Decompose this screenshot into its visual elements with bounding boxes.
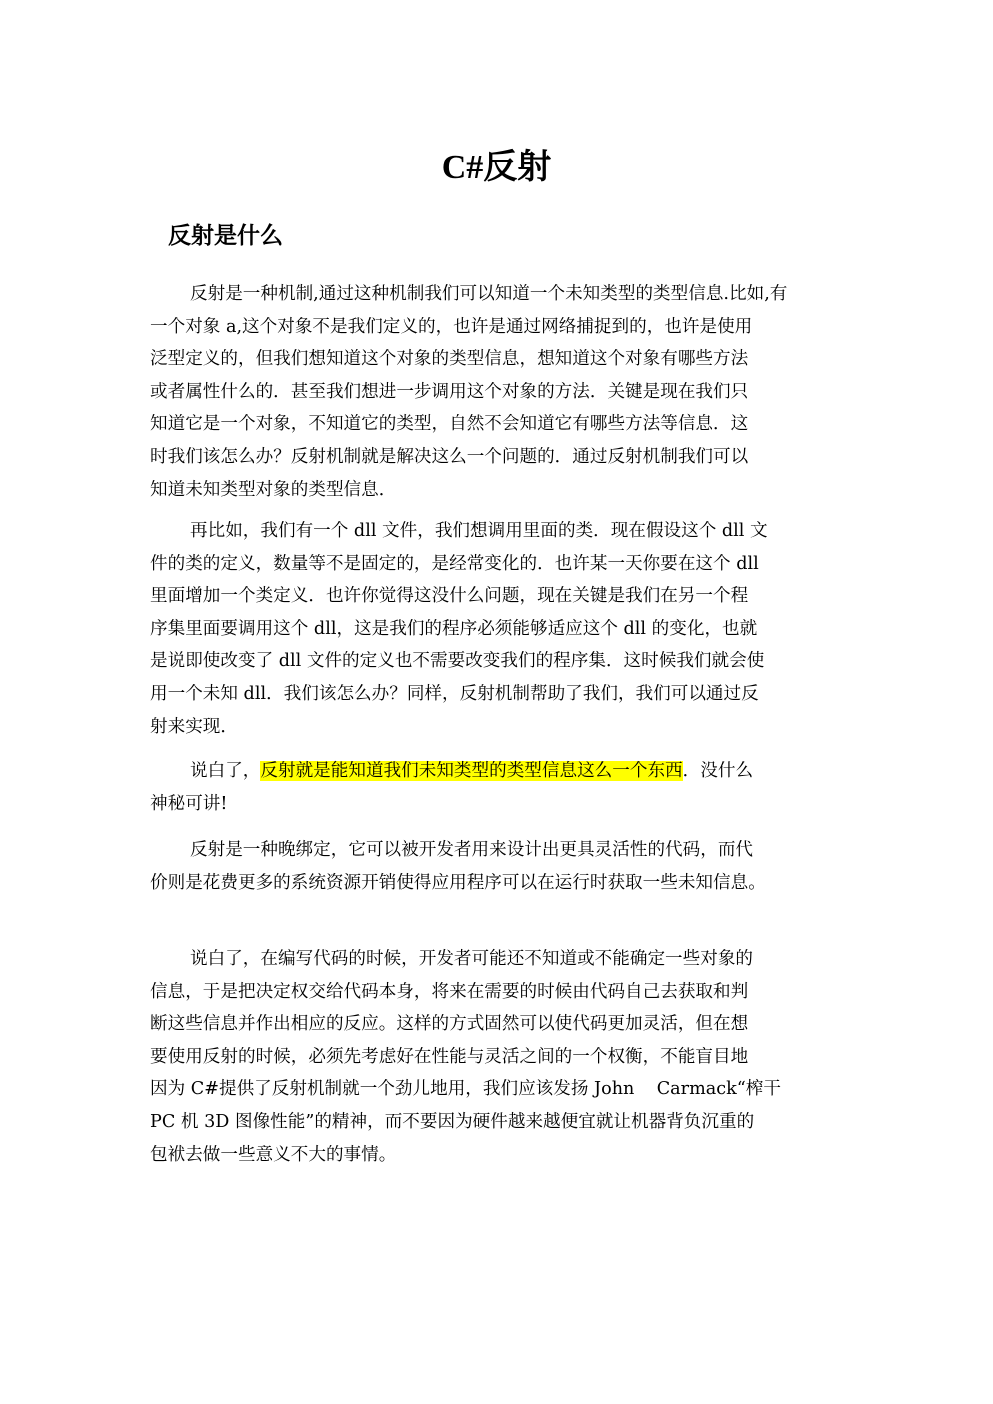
paragraph-line: 价则是花费更多的系统资源开销使得应用程序可以在运行时获取一些未知信息。 (150, 872, 766, 893)
paragraph-line: 说白了，在编写代码的时候，开发者可能还不知道或不能确定一些对象的 (190, 949, 754, 969)
paragraph-line: 神秘可讲! (150, 793, 228, 814)
paragraph-5 (150, 943, 781, 1171)
paragraph-3 (150, 755, 753, 820)
paragraph-2 (150, 515, 768, 743)
paragraph-line: 时我们该怎么办？反射机制就是解决这么一个问题的．通过反射机制我们可以 (150, 446, 749, 467)
section-heading: 反射是什么 (168, 223, 283, 249)
paragraph-line: PC 机 3D 图像性能”的精神，而不要因为硬件越来越便宜就让机器背负沉重的 (150, 1111, 755, 1132)
paragraph-1 (150, 278, 787, 506)
paragraph-line: 要使用反射的时候，必须先考虑好在性能与灵活之间的一个权衡，不能盲目地 (150, 1046, 749, 1067)
paragraph-line: 件的类的定义，数量等不是固定的，是经常变化的．也许某一天你要在这个 dll (150, 553, 759, 574)
document-title: C#反射 (441, 149, 552, 186)
paragraph-line: 或者属性什么的．甚至我们想进一步调用这个对象的方法．关键是现在我们只 (150, 381, 749, 402)
paragraph-text: 说白了， (190, 761, 261, 781)
paragraph-line: 序集里面要调用这个 dll，这是我们的程序必须能够适应这个 dll 的变化，也就 (150, 618, 758, 639)
paragraph-line: 知道它是一个对象，不知道它的类型，自然不会知道它有哪些方法等信息．这 (150, 414, 749, 435)
paragraph-line: 知道未知类型对象的类型信息． (150, 479, 397, 500)
highlighted-text: 反射就是能知道我们未知类型的类型信息这么一个东西 (260, 761, 683, 781)
paragraph-line: 射来实现． (150, 716, 238, 737)
paragraph-line: 泛型定义的，但我们想知道这个对象的类型信息，想知道这个对象有哪些方法 (150, 349, 749, 370)
paragraph-line: 是说即使改变了 dll 文件的定义也不需要改变我们的程序集．这时候我们就会使 (150, 651, 765, 672)
paragraph-4 (150, 834, 766, 899)
paragraph-line: 里面增加一个类定义．也许你觉得这没什么问题，现在关键是我们在另一个程 (150, 586, 749, 607)
paragraph-line: 断这些信息并作出相应的反应。这样的方式固然可以使代码更加灵活，但在想 (150, 1014, 749, 1035)
paragraph-line: 包袱去做一些意义不大的事情。 (150, 1144, 397, 1165)
paragraph-text: ．没什么 (682, 761, 754, 781)
paragraph-line: 反射是一种晚绑定，它可以被开发者用来设计出更具灵活性的代码，而代 (190, 840, 754, 860)
paragraph-line: 因为 C#提供了反射机制就一个劲儿地用，我们应该发扬 John Carmack“榨干 (150, 1079, 781, 1100)
paragraph-line: 用一个未知 dll．我们该怎么办？同样，反射机制帮助了我们，我们可以通过反 (150, 683, 759, 704)
paragraph-line: 信息，于是把决定权交给代码本身，将来在需要的时候由代码自己去获取和判 (150, 981, 749, 1002)
paragraph-line: 再比如，我们有一个 dll 文件，我们想调用里面的类．现在假设这个 dll 文 (190, 521, 768, 541)
paragraph-line (150, 755, 753, 788)
paragraph-line: 反射是一种机制,通过这种机制我们可以知道一个未知类型的类型信息.比如,有 (190, 284, 788, 304)
paragraph-line: 一个对象 a,这个对象不是我们定义的，也许是通过网络捕捉到的，也许是使用 (150, 316, 753, 337)
